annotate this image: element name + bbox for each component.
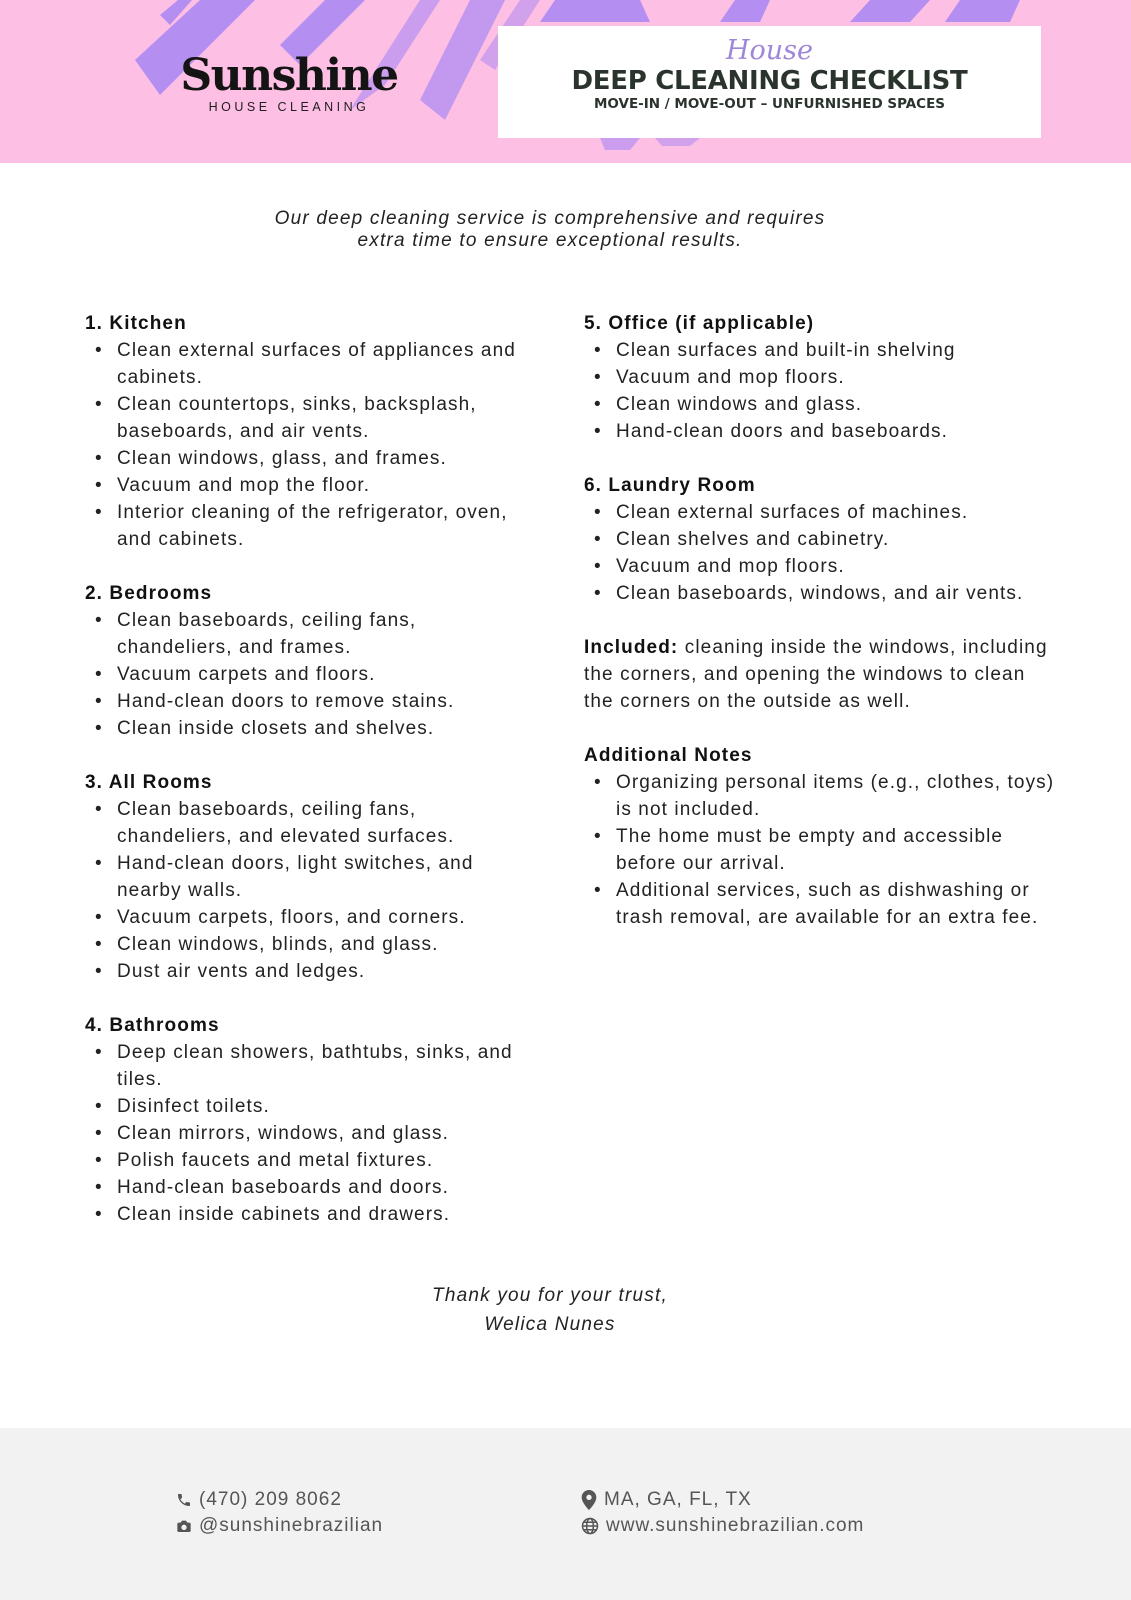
list-item: • Clean windows, blinds, and glass. [85, 931, 530, 958]
list-item: • Vacuum carpets and floors. [85, 661, 530, 688]
footer-instagram[interactable] [176, 1515, 383, 1537]
brand-tagline: HOUSE CLEANING [208, 100, 370, 114]
list-item: • Vacuum and mop the floor. [85, 472, 530, 499]
section-additional-notes [584, 742, 1059, 931]
section-title: 1. Kitchen [85, 313, 187, 334]
checklist [584, 337, 1059, 445]
checklist [85, 337, 530, 553]
list-item: • Clean inside closets and shelves. [85, 715, 530, 742]
section-title: 5. Office (if applicable) [584, 313, 815, 334]
list-item: • Organizing personal items (e.g., clothes, toys) is not included. [584, 769, 1059, 823]
list-item: • Interior cleaning of the refrigerator, oven, and cabinets. [85, 499, 530, 553]
section-title: Additional Notes [584, 745, 753, 766]
list-item: • Hand-clean doors, light switches, and nearby walls. [85, 850, 530, 904]
notes-list [584, 769, 1059, 931]
list-item: • Vacuum carpets, floors, and corners. [85, 904, 530, 931]
footer-phone[interactable] [176, 1489, 342, 1511]
closing-line: Thank you for your trust, [432, 1285, 668, 1306]
section-laundry-room [584, 472, 1059, 607]
section-all-rooms [85, 769, 530, 985]
list-item: • Hand-clean doors to remove stains. [85, 688, 530, 715]
list-item: • Hand-clean doors and baseboards. [584, 418, 1059, 445]
section-kitchen [85, 310, 530, 553]
website-link: www.sunshinebrazilian.com [606, 1515, 865, 1536]
list-item: • Clean mirrors, windows, and glass. [85, 1120, 530, 1147]
section-title: 3. All Rooms [85, 772, 213, 793]
section-office [584, 310, 1059, 445]
section-bathrooms [85, 1012, 530, 1228]
list-item: • Clean baseboards, ceiling fans, chandeliers, and elevated surfaces. [85, 796, 530, 850]
checklist [584, 499, 1059, 607]
right-column [584, 310, 1059, 958]
included-label: Included: [584, 637, 679, 658]
list-item: • Clean external surfaces of machines. [584, 499, 1059, 526]
globe-icon [581, 1517, 599, 1535]
footer-website[interactable] [581, 1515, 864, 1537]
list-item: • Clean countertops, sinks, backsplash, baseboards, and air vents. [85, 391, 530, 445]
section-bedrooms [85, 580, 530, 742]
camera-icon [176, 1518, 192, 1534]
list-item: • Additional services, such as dishwashing or trash removal, are available for an extra fee. [584, 877, 1059, 931]
list-item: • The home must be empty and accessible before our arrival. [584, 823, 1059, 877]
footer-locations [581, 1489, 752, 1511]
instagram-handle: @sunshinebrazilian [199, 1515, 384, 1536]
title-box [498, 26, 1041, 138]
list-item: • Clean external surfaces of appliances and cabinets. [85, 337, 530, 391]
list-item: • Dust air vents and ledges. [85, 958, 530, 985]
list-item: • Clean surfaces and built-in shelving [584, 337, 1059, 364]
closing-signature [0, 1281, 1100, 1339]
list-item: • Hand-clean baseboards and doors. [85, 1174, 530, 1201]
checklist [85, 796, 530, 985]
included-text: cleaning inside the windows, including the corners, and opening the windows to clean the corners on the outside as well. [584, 637, 1048, 712]
list-item: • Clean baseboards, windows, and air vents. [584, 580, 1059, 607]
section-title: 6. Laundry Room [584, 475, 756, 496]
brand-logo [174, 50, 404, 114]
included-note [584, 634, 1059, 715]
locations-text: MA, GA, FL, TX [604, 1489, 752, 1510]
list-item: • Vacuum and mop floors. [584, 364, 1059, 391]
checklist [85, 607, 530, 742]
checklist [85, 1039, 530, 1228]
intro-line: Our deep cleaning service is comprehensive and requires [274, 208, 826, 229]
list-item: • Vacuum and mop floors. [584, 553, 1059, 580]
page-title: DEEP CLEANING CHECKLIST [571, 66, 968, 96]
footer [0, 1428, 1131, 1600]
intro-line: extra time to ensure exceptional results. [357, 230, 743, 251]
header-banner [0, 0, 1131, 163]
signature-name: Welica Nunes [484, 1314, 616, 1335]
brand-name: Sunshine [180, 50, 398, 101]
list-item: • Polish faucets and metal fixtures. [85, 1147, 530, 1174]
page-subtitle: MOVE-IN / MOVE-OUT – UNFURNISHED SPACES [593, 96, 946, 112]
title-script: House [725, 35, 814, 66]
left-column [85, 310, 530, 1255]
intro-text [150, 208, 950, 252]
list-item: • Clean windows and glass. [584, 391, 1059, 418]
list-item: • Clean windows, glass, and frames. [85, 445, 530, 472]
section-title: 2. Bedrooms [85, 583, 213, 604]
list-item: • Clean inside cabinets and drawers. [85, 1201, 530, 1228]
list-item: • Deep clean showers, bathtubs, sinks, and tiles. [85, 1039, 530, 1093]
list-item: • Clean baseboards, ceiling fans, chandeliers, and frames. [85, 607, 530, 661]
list-item: • Disinfect toilets. [85, 1093, 530, 1120]
section-title: 4. Bathrooms [85, 1015, 220, 1036]
phone-icon [176, 1492, 192, 1508]
list-item: • Clean shelves and cabinetry. [584, 526, 1059, 553]
phone-number: (470) 209 8062 [199, 1489, 342, 1510]
location-pin-icon [581, 1490, 597, 1510]
